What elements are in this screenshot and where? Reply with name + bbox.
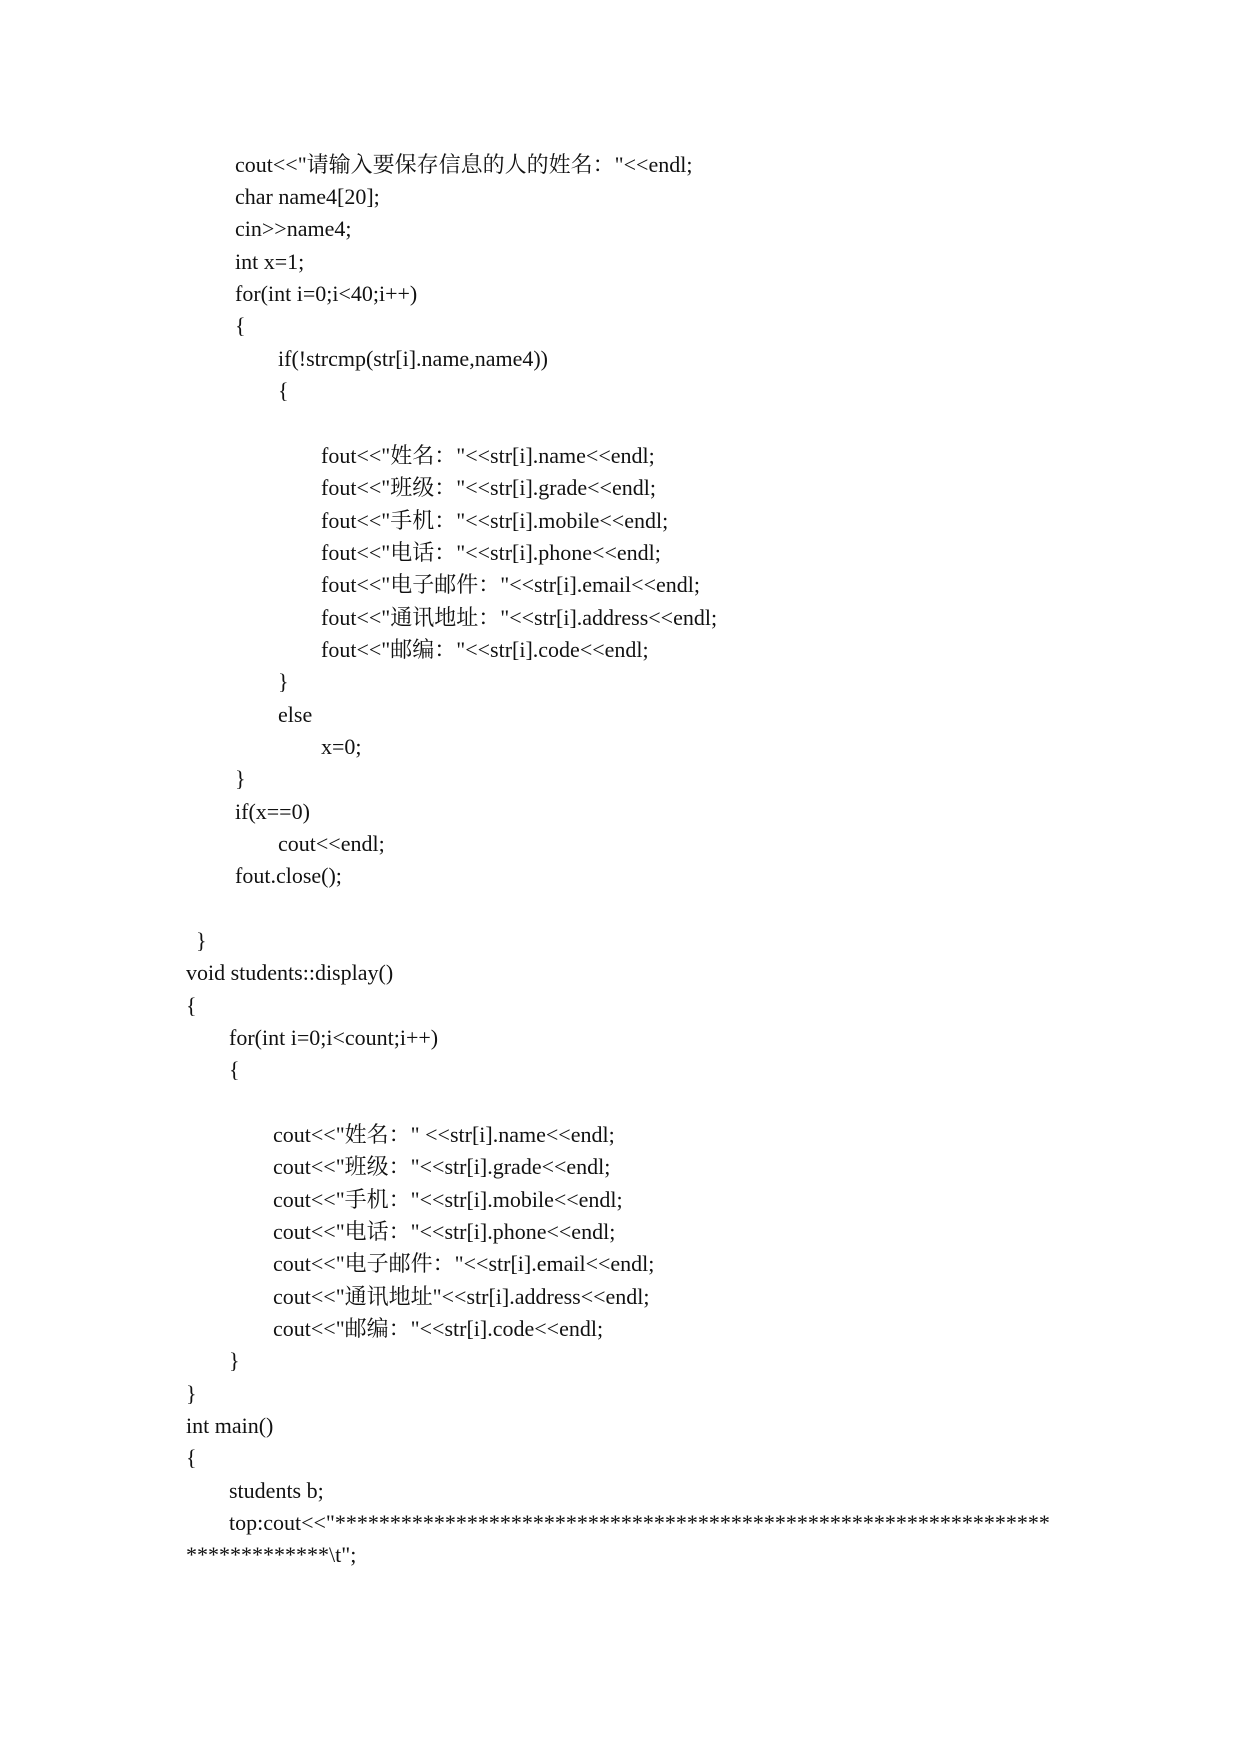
code-line: int x=1; [235,249,305,274]
code-line: } [235,766,246,791]
code-line: char name4[20]; [235,184,380,209]
code-line: students b; [229,1478,324,1503]
code-line: void students::display() [186,960,394,985]
code-line: { [186,1445,197,1470]
code-line: else [278,702,313,727]
code-line: for(int i=0;i<40;i++) [235,281,418,306]
code-line: { [186,993,197,1018]
code-line: fout.close(); [235,863,342,888]
code-line: fout<<"手机："<<str[i].mobile<<endl; [321,508,669,533]
code-line: top:cout<<"***************************************************************** [229,1510,1050,1535]
code-line: cout<<"手机："<<str[i].mobile<<endl; [273,1187,623,1212]
code-line: int main() [186,1413,274,1438]
code-line: cout<<endl; [278,831,385,856]
code-line: cout<<"姓名：" <<str[i].name<<endl; [273,1122,615,1147]
code-line: fout<<"班级："<<str[i].grade<<endl; [321,475,656,500]
code-line: for(int i=0;i<count;i++) [229,1025,439,1050]
code-line: cout<<"邮编："<<str[i].code<<endl; [273,1316,604,1341]
code-line: { [278,378,289,403]
code-line: } [186,1381,197,1406]
code-line: fout<<"电子邮件："<<str[i].email<<endl; [321,572,700,597]
code-line: cout<<"电子邮件："<<str[i].email<<endl; [273,1251,655,1276]
code-line: cout<<"通讯地址"<<str[i].address<<endl; [273,1284,650,1309]
code-line: } [229,1348,240,1373]
code-line: } [196,928,207,953]
code-line: cin>>name4; [235,216,352,241]
code-line: { [235,313,246,338]
code-line: fout<<"通讯地址："<<str[i].address<<endl; [321,605,718,630]
code-line: cout<<"班级："<<str[i].grade<<endl; [273,1154,611,1179]
code-line: fout<<"电话："<<str[i].phone<<endl; [321,540,661,565]
code-line: x=0; [321,734,362,759]
code-line: *************\t"; [186,1542,357,1567]
code-line: fout<<"邮编："<<str[i].code<<endl; [321,637,649,662]
code-line: { [229,1057,240,1082]
code-line: if(!strcmp(str[i].name,name4)) [278,346,548,371]
code-line: cout<<"电话："<<str[i].phone<<endl; [273,1219,616,1244]
code-line: if(x==0) [235,799,310,824]
code-line: cout<<"请输入要保存信息的人的姓名："<<endl; [235,152,693,177]
code-line: fout<<"姓名："<<str[i].name<<endl; [321,443,655,468]
code-line: } [278,669,289,694]
